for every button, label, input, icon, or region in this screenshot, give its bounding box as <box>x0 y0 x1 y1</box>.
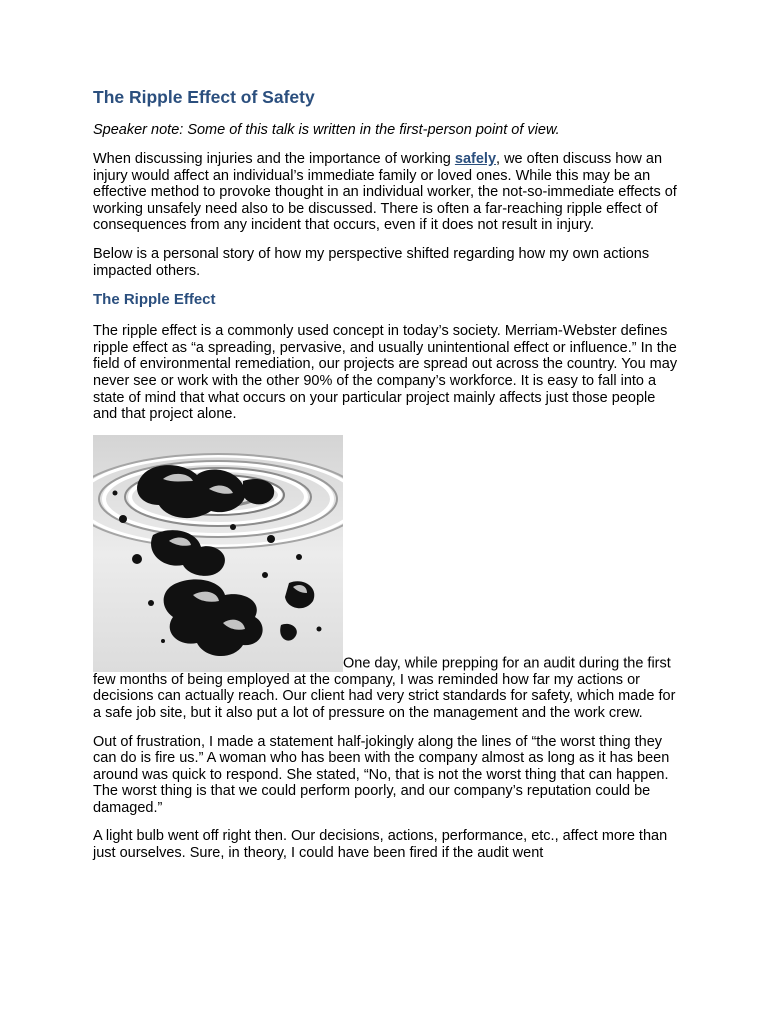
paragraph-intro-start: When discussing injuries and the importance of working <box>93 151 455 167</box>
speaker-note: Speaker note: Some of this talk is written in the first-person point of view. <box>93 122 560 138</box>
paragraph-audit <box>93 435 678 722</box>
paragraph-light-bulb: A light bulb went off right then. Our decisions, actions, performance, etc., affect more than just ourselves. Sure, in theory, I could have been fired if the audit went <box>93 828 668 862</box>
safely-link[interactable]: safely <box>454 151 497 167</box>
paragraph-ripple-definition: The ripple effect is a commonly used concept in today’s society. Merriam-Webster defines ripple effect as “a spreading, pervasive, and usually unintentional effect or influence.” In the field of environmental remediation, our projects are spread out across the country. You may never see or work with the other 90% of the company’s workforce. It is easy to fall into a state of mind that what occurs on your particular project mainly affects just those people and that project alone. <box>93 323 678 423</box>
ripple-image <box>93 435 343 672</box>
document-body <box>93 86 678 874</box>
paragraph-intro <box>93 151 678 234</box>
section-heading-ripple-effect: The Ripple Effect <box>93 291 216 309</box>
paragraph-frustration: Out of frustration, I made a statement half-jokingly along the lines of “the worst thing they can do is fire us.” A woman who has been with the company almost as long as it has been around was quick to respond. She stated, “No, that is not the worst thing that can happen. The worst thing is that we could perform poorly, and our company’s reputation could be damaged.” <box>93 733 670 816</box>
paragraph-intro-rest: , we often discuss how an injury would affect an individual’s immediate family or loved ones. While this may be an effective method to provoke thought in an individual worker, the not-so-immediate effects of working unsafely need also to be discussed. There is often a far-reaching ripple effect of consequences from any incident that occurs, even if it does not result in injury. <box>93 151 677 234</box>
page-title: The Ripple Effect of Safety <box>93 87 315 107</box>
paragraph-audit-text: One day, while prepping for an audit during the first few months of being employed at the company, I was reminded how far my actions or decisions can actually reach. Our client had very strict standards for safety, which made for a safe job site, but it also put a lot of pressure on the management and the work crew. <box>93 655 676 721</box>
paragraph-personal-story: Below is a personal story of how my perspective shifted regarding how my own actions impacted others. <box>93 245 650 279</box>
